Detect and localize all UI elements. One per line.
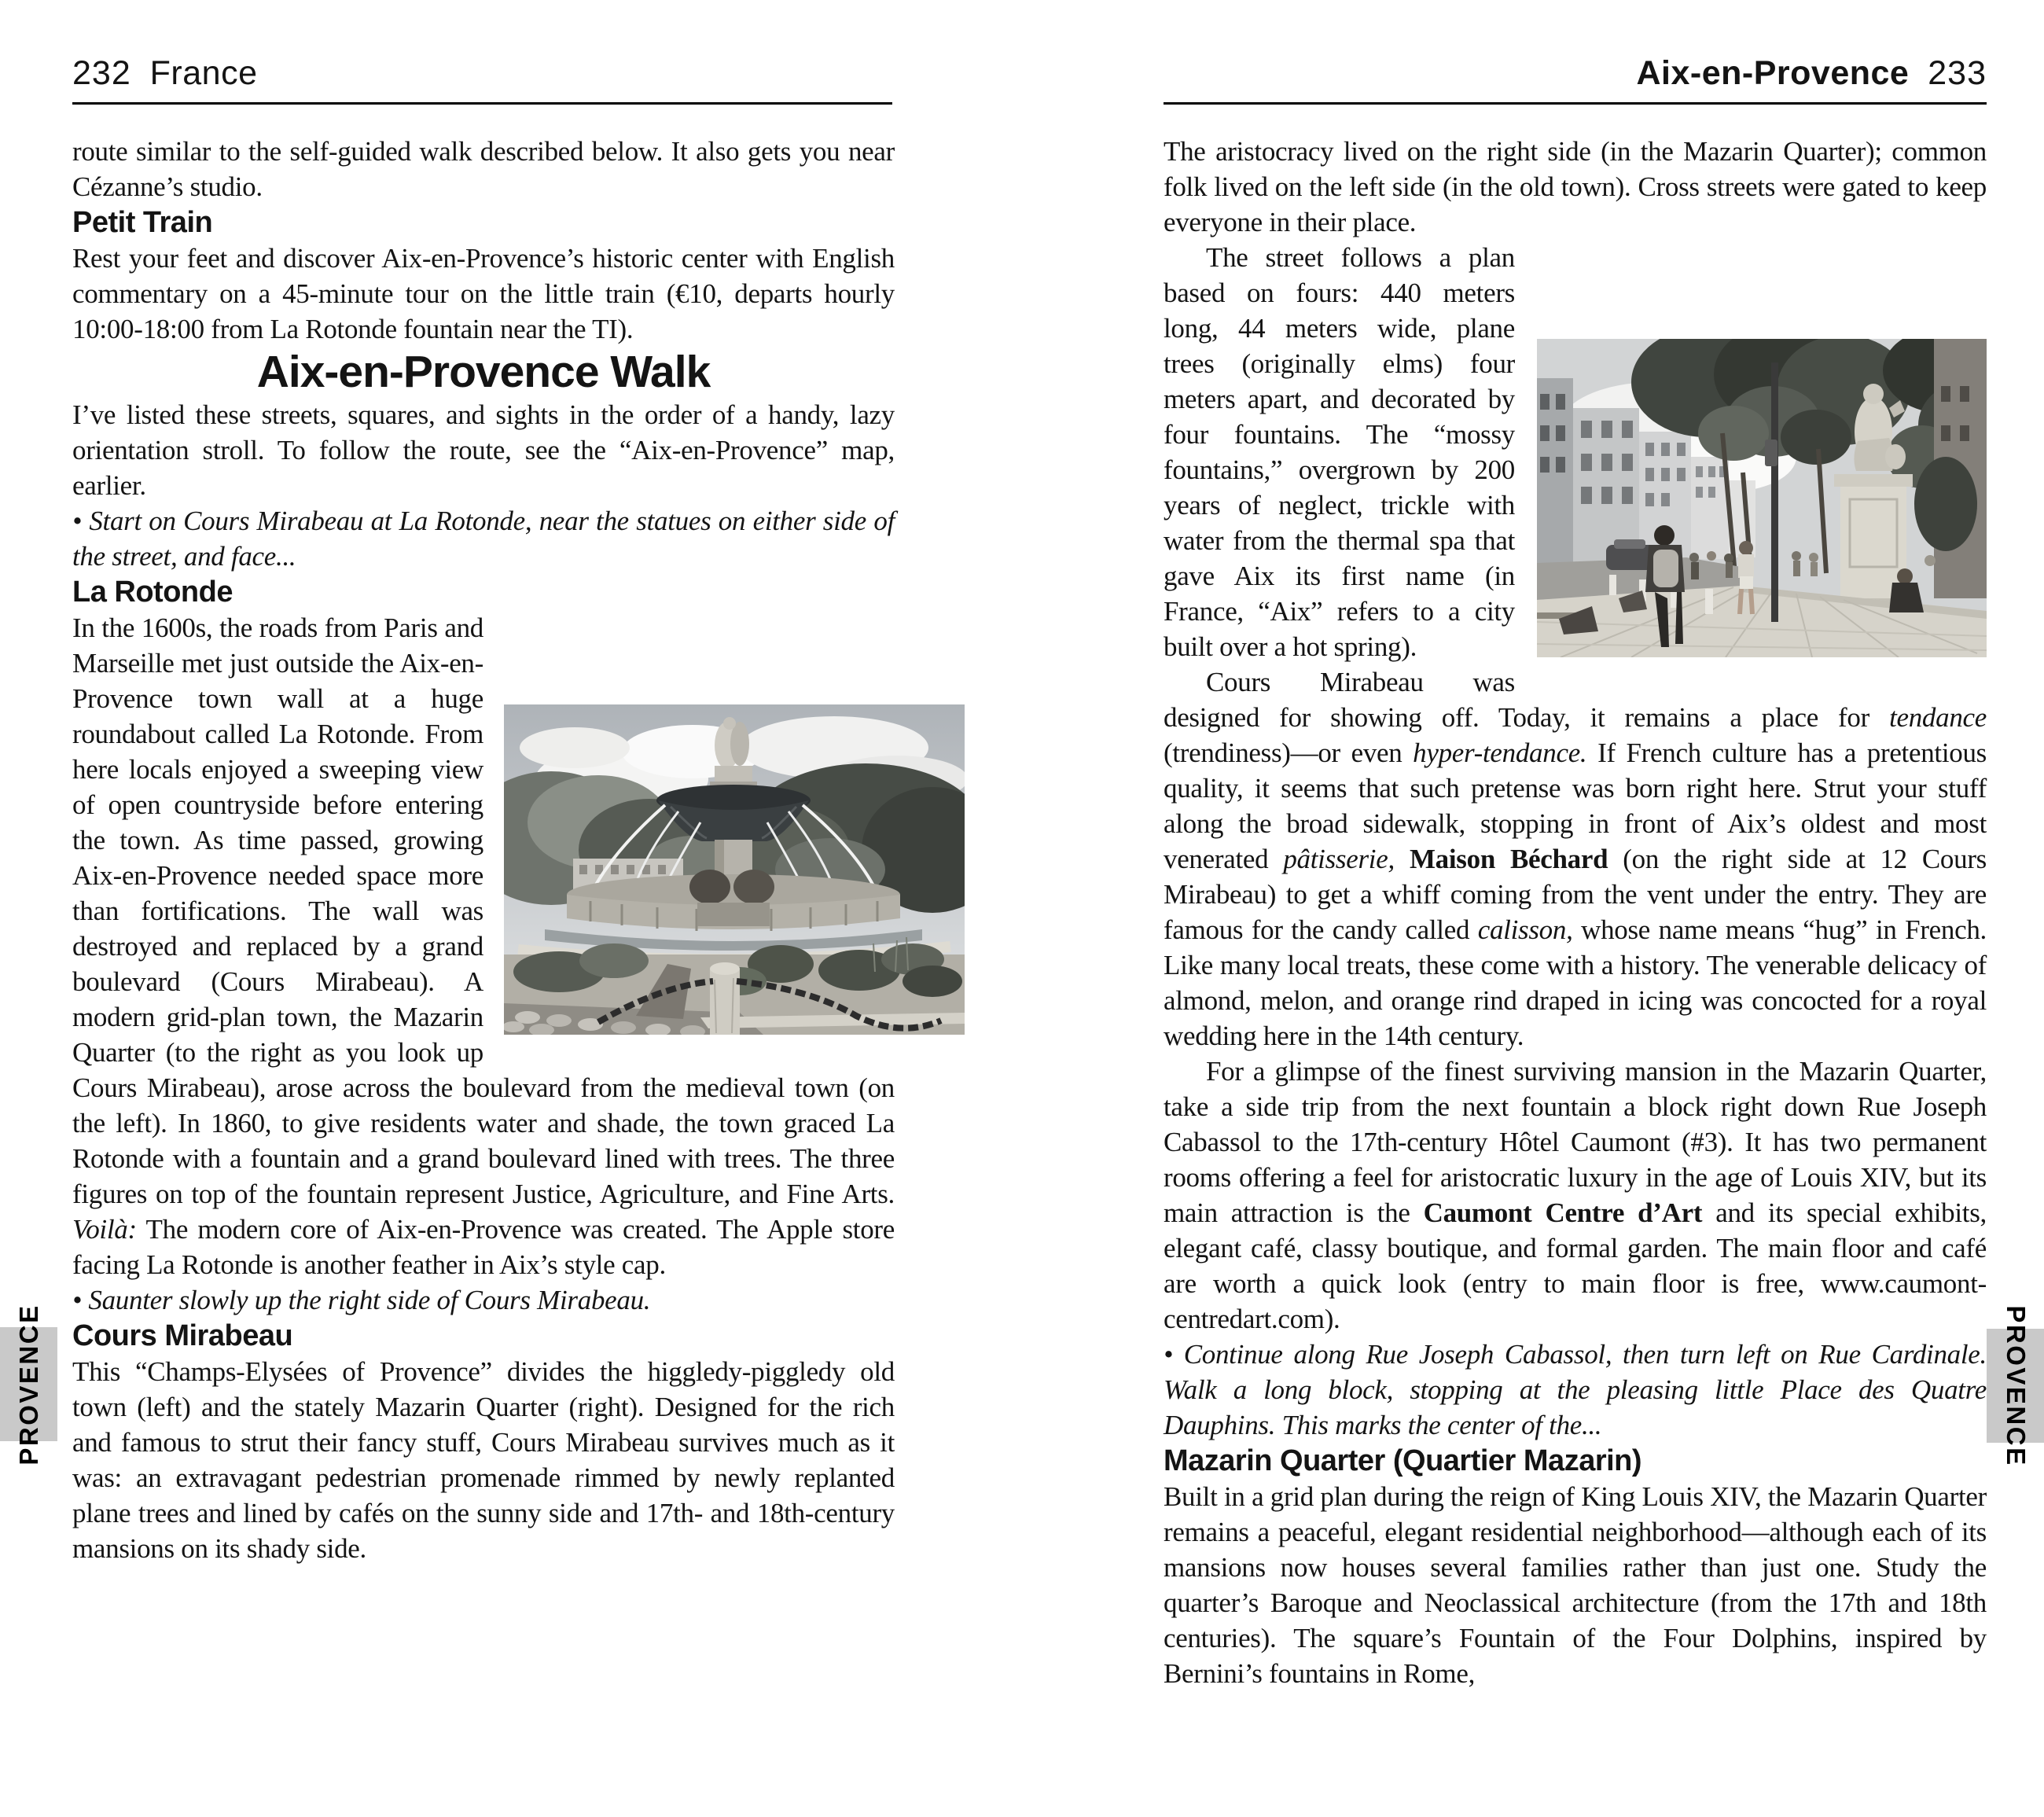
right-header-rule [1164,102,1987,105]
mazarin-quarter-paragraph: Built in a grid plan during the reign of King Louis XIV, the Mazarin Quarter remains a peaceful, elegant residential neighborhood—although each of its mansions now houses several families rather than just one. Study the quarter’s Baroque and Neoclassical architecture (from the 17th and 18th centuries). The square’s Fountain of the Four Dolphins, inspired by Bernini’s fountains in Rome, [1164,1481,1987,1689]
provence-tab-left [0,1303,57,1466]
provence-tab-right-label: PROVENCE [2001,1304,2031,1467]
right-page-header [1164,55,1987,91]
intro-paragraph: route similar to the self-guided walk described below. It also gets you near Cézanne’s studio. [72,136,895,202]
showing-off-paragraph: Cours Mirabeau was designed for showing off. Today, it remains a place for tendance (trendiness)—or even hyper-tendance. If French culture has a pretentious quality, it seems that such pretense was born right here. Strut your stuff along the broad sidewalk, stopping in front of Aix’s oldest and most venerated pâtisserie, Maison Béchard (on the right side at 12 Cours Mirabeau) to get a whiff coming from the vent under the entry. They are famous for the candy called calisson, whose name means “hug” in French. Like many local treats, these come with a history. The venerable delicacy of almond, melon, and orange rind draped in icing was concocted for a royal wedding here in the 14th century. [1164,667,1987,1051]
left-page-number: 232 [72,54,131,92]
provence-tab-left-label: PROVENCE [13,1303,43,1466]
petit-train-heading: Petit Train [72,206,213,239]
cours-mirabeau-heading: Cours Mirabeau [72,1319,293,1352]
left-column [72,134,895,1566]
la-rotonde-paragraph: In the 1600s, the roads from Paris and Marseille met just outside the Aix-en-Provence town wall at a huge roundabout called La Rotonde. From here locals enjoyed a sweeping view of open countryside before entering the town. As time passed, growing Aix-en-Provence needed space more than fortifications. The wall was destroyed and replaced by a grand boulevard (Cours Mirabeau). A modern grid-plan town, the Mazarin Quarter (to the right as you look up Cours Mirabeau), arose across the boulevard from the medieval town (on the left). In 1860, to give residents water and shade, the town graced La Rotonde with a fountain and a grand boulevard lined with trees. The three figures on top of the fountain represent Justice, Agriculture, and Fine Arts. Voilà: The modern core of Aix-en-Provence was created. The Apple store facing La Rotonde is another feather in Aix’s style cap. [72,610,895,1282]
cours-mirabeau-paragraph: This “Champs-Elysées of Provence” divides the higgledy-piggledy old town (left) and the stately Mazarin Quarter (right). Designed for the rich and famous to strut their fancy stuff, Cours Mirabeau survives much as it was: an extravagant pedestrian promenade rimmed by newly replanted plane trees and lined by cafés on the sunny side and 17th- and 18th-century mansions on its shady side. [72,1356,895,1564]
street-plan-paragraph: The street follows a plan based on fours: 440 meters long, 44 meters wide, plane trees (originally elms) four meters apart, and decorated by four fountains. The “mossy fountains,” overgrown by 200 years of neglect, trickle with water from the thermal spa that gave Aix its first name (in France, “Aix” refers to a city built over a hot spring). [1164,240,1987,664]
provence-tab-right [1987,1304,2044,1467]
cabassol-direction-note: • Continue along Rue Joseph Cabassol, then turn left on Rue Cardinale. Walk a long block, stopping at the pleasing little Place des Quatre Dauphins. This marks the center of the... [1164,1339,1987,1440]
petit-train-paragraph: Rest your feet and discover Aix-en-Provence’s historic center with English commentary on a 45-minute tour on the little train (€10, departs hourly 10:00-18:00 from La Rotonde fountain near the TI). [72,243,895,344]
left-page-header [72,55,895,91]
walk-section-title: Aix-en-Provence Walk [256,347,711,397]
la-rotonde-heading: La Rotonde [72,576,233,609]
hotel-caumont-paragraph: For a glimpse of the finest surviving mansion in the Mazarin Quarter, take a side trip from the next fountain a block right down Rue Joseph Cabassol to the 17th-century Hôtel Caumont (#3). It has two permanent rooms offering a feel for aristocratic luxury in the age of Louis XIV, but its main attraction is the Caumont Centre d’Art and its special exhibits, elegant café, classy boutique, and formal garden. The main floor and café are worth a quick look (entry to main floor is free, www.caumont-centredart.com). [1164,1056,1987,1334]
right-column [1164,134,1987,1691]
left-header-rule [72,102,892,105]
mazarin-quarter-heading: Mazarin Quarter (Quartier Mazarin) [1164,1444,1642,1477]
left-page-section: France [149,54,258,92]
walk-intro-paragraph: I’ve listed these streets, squares, and sights in the order of a handy, lazy orientation stroll. To follow the route, see the “Aix-en-Provence” map, earlier. [72,399,895,501]
la-rotonde-direction-note: • Saunter slowly up the right side of Cours Mirabeau. [72,1285,651,1315]
aristocracy-paragraph: The aristocracy lived on the right side (in the Mazarin Quarter); common folk lived on the left side (in the old town). Cross streets were gated to keep everyone in their place. [1164,136,1987,237]
la-rotonde-fountain-photo [504,704,965,1035]
walk-direction-note: • Start on Cours Mirabeau at La Rotonde, near the statues on either side of the street, and face... [72,506,895,572]
right-page-number: 233 [1928,54,1987,92]
right-page-section: Aix-en-Provence [1636,54,1910,92]
cours-mirabeau-street-photo [1537,339,1987,657]
